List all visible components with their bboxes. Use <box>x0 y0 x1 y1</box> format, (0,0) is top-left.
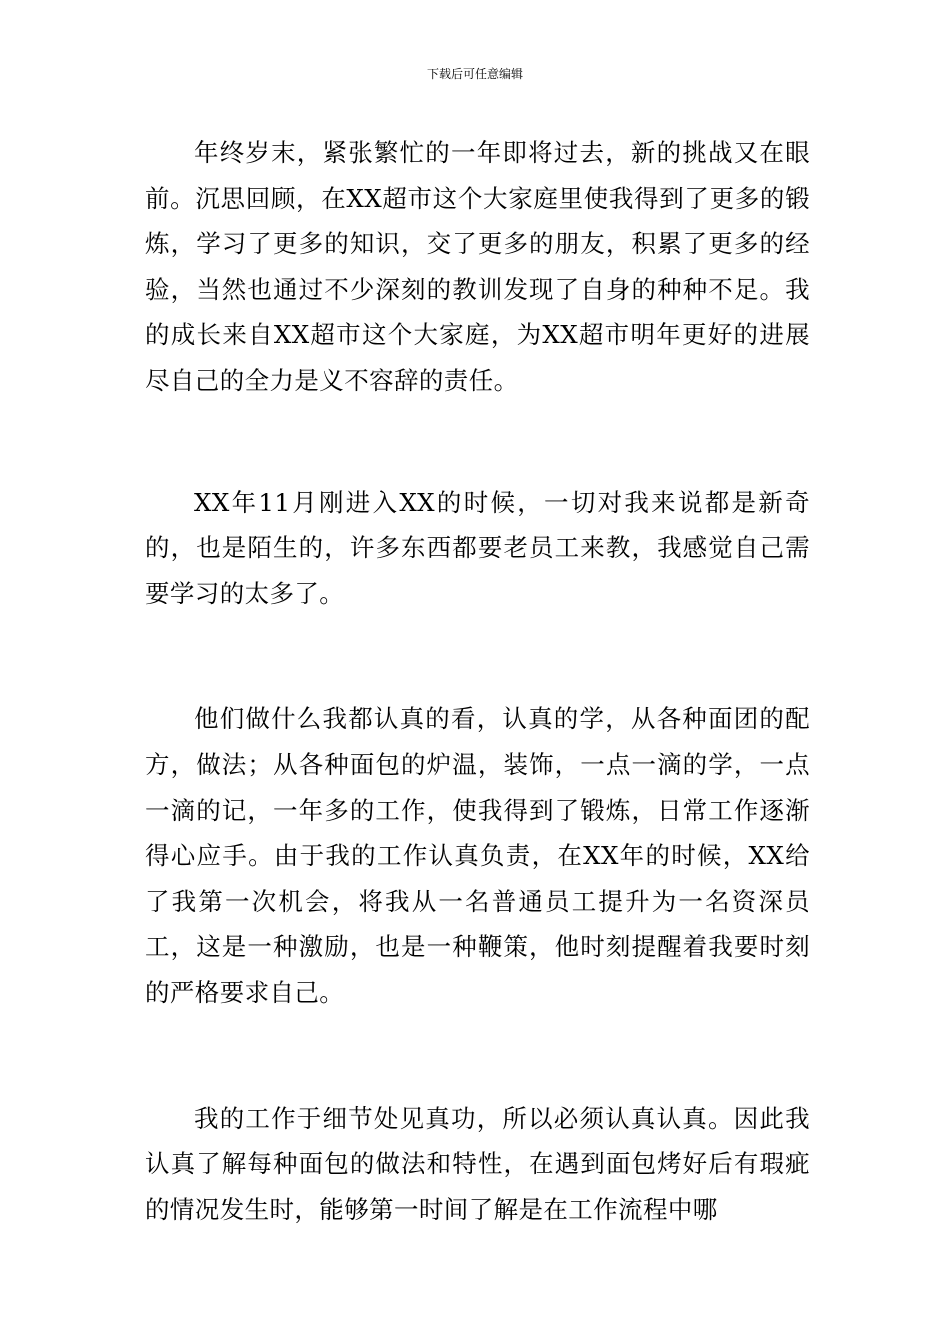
paragraph-3: 他们做什么我都认真的看，认真的学，从各种面团的配方，做法；从各种面包的炉温，装饰，一点一滴的学，一点一滴的记，一年多的工作，使我得到了锻炼，日常工作逐渐得心应手。由于我的工作认真负责，在XX年的时候，XX给了我第一次机会，将我从一名普通员工提升为一名资深员工，这是一种激励，也是一种鞭策，他时刻提醒着我要时刻的严格要求自己。 <box>145 704 810 1007</box>
paragraph-4: 我的工作于细节处见真功，所以必须认真认真。因此我认真了解每种面包的做法和特性，在遇到面包烤好后有瑕疵的情况发生时，能够第一时间了解是在工作流程中哪 <box>145 1103 810 1224</box>
page-header: 下载后可任意编辑 <box>426 67 523 81</box>
paragraph-1: 年终岁末，紧张繁忙的一年即将过去，新的挑战又在眼前。沉思回顾，在XX超市这个大家庭里使我得到了更多的锻炼，学习了更多的知识，交了更多的朋友，积累了更多的经验，当然也通过不少深刻的教训发现了自身的种种不足。我的成长来自XX超市这个大家庭，为XX超市明年更好的进展尽自己的全力是义不容辞的责任。 <box>145 138 810 395</box>
document-body <box>145 130 810 1232</box>
paragraph-2: XX年11月刚进入XX的时候，一切对我来说都是新奇的，也是陌生的，许多东西都要老员工来教，我感觉自己需要学习的太多了。 <box>145 487 810 608</box>
